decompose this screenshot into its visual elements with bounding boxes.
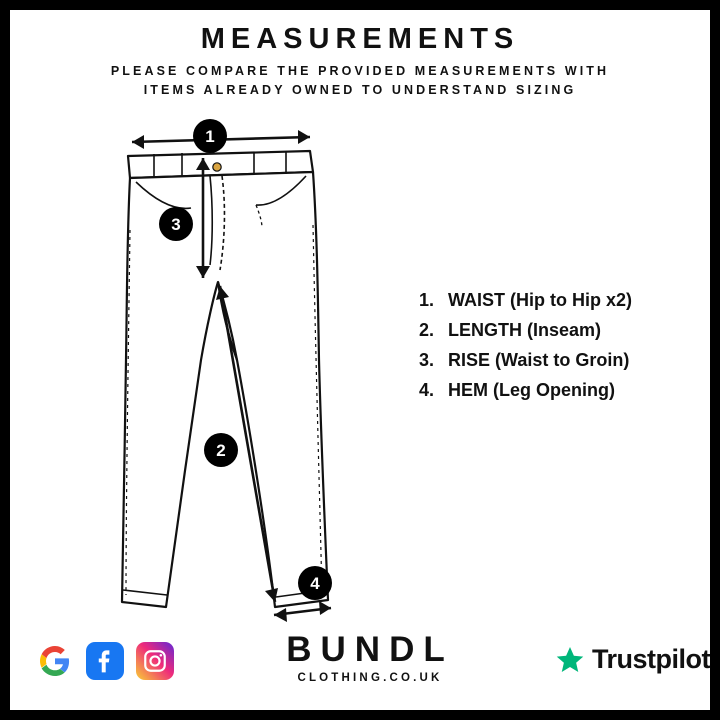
star-icon xyxy=(555,645,585,675)
legend-label: HEM (Leg Opening) xyxy=(448,380,615,400)
trustpilot-label: Trustpilot xyxy=(592,644,710,674)
measure-badge-1: 1 xyxy=(193,119,227,153)
brand-name: BUNDL xyxy=(286,630,454,669)
measure-badge-4: 4 xyxy=(298,566,332,600)
page-title: MEASUREMENTS xyxy=(200,23,520,55)
legend-number: 2. xyxy=(418,320,434,340)
trustpilot-badge[interactable] xyxy=(555,644,710,675)
measure-badge-3: 3 xyxy=(159,207,193,241)
legend-item-hem xyxy=(406,380,696,401)
measure-badge-2: 2 xyxy=(204,433,238,467)
legend-label: LENGTH (Inseam) xyxy=(448,320,602,340)
subtitle xyxy=(40,62,680,101)
footer xyxy=(20,628,720,702)
legend-number: 1. xyxy=(418,290,434,310)
legend-label: WAIST (Hip to Hip x2) xyxy=(448,290,632,310)
legend-item-waist xyxy=(406,290,696,311)
legend-label: RISE (Waist to Groin) xyxy=(448,350,630,370)
measurement-legend xyxy=(406,290,696,410)
jeans-illustration xyxy=(70,110,400,630)
legend-item-rise xyxy=(406,350,696,371)
legend-number: 4. xyxy=(418,380,434,400)
subtitle-line-2: ITEMS ALREADY OWNED TO UNDERSTAND SIZING xyxy=(143,83,577,98)
jeans-diagram xyxy=(70,110,400,630)
header xyxy=(10,24,710,101)
subtitle-line-1: PLEASE COMPARE THE PROVIDED MEASUREMENTS WITH xyxy=(110,63,610,78)
brand-website: CLOTHING.CO.UK xyxy=(297,672,443,684)
legend-number: 3. xyxy=(418,350,434,370)
legend-item-length xyxy=(406,320,696,341)
